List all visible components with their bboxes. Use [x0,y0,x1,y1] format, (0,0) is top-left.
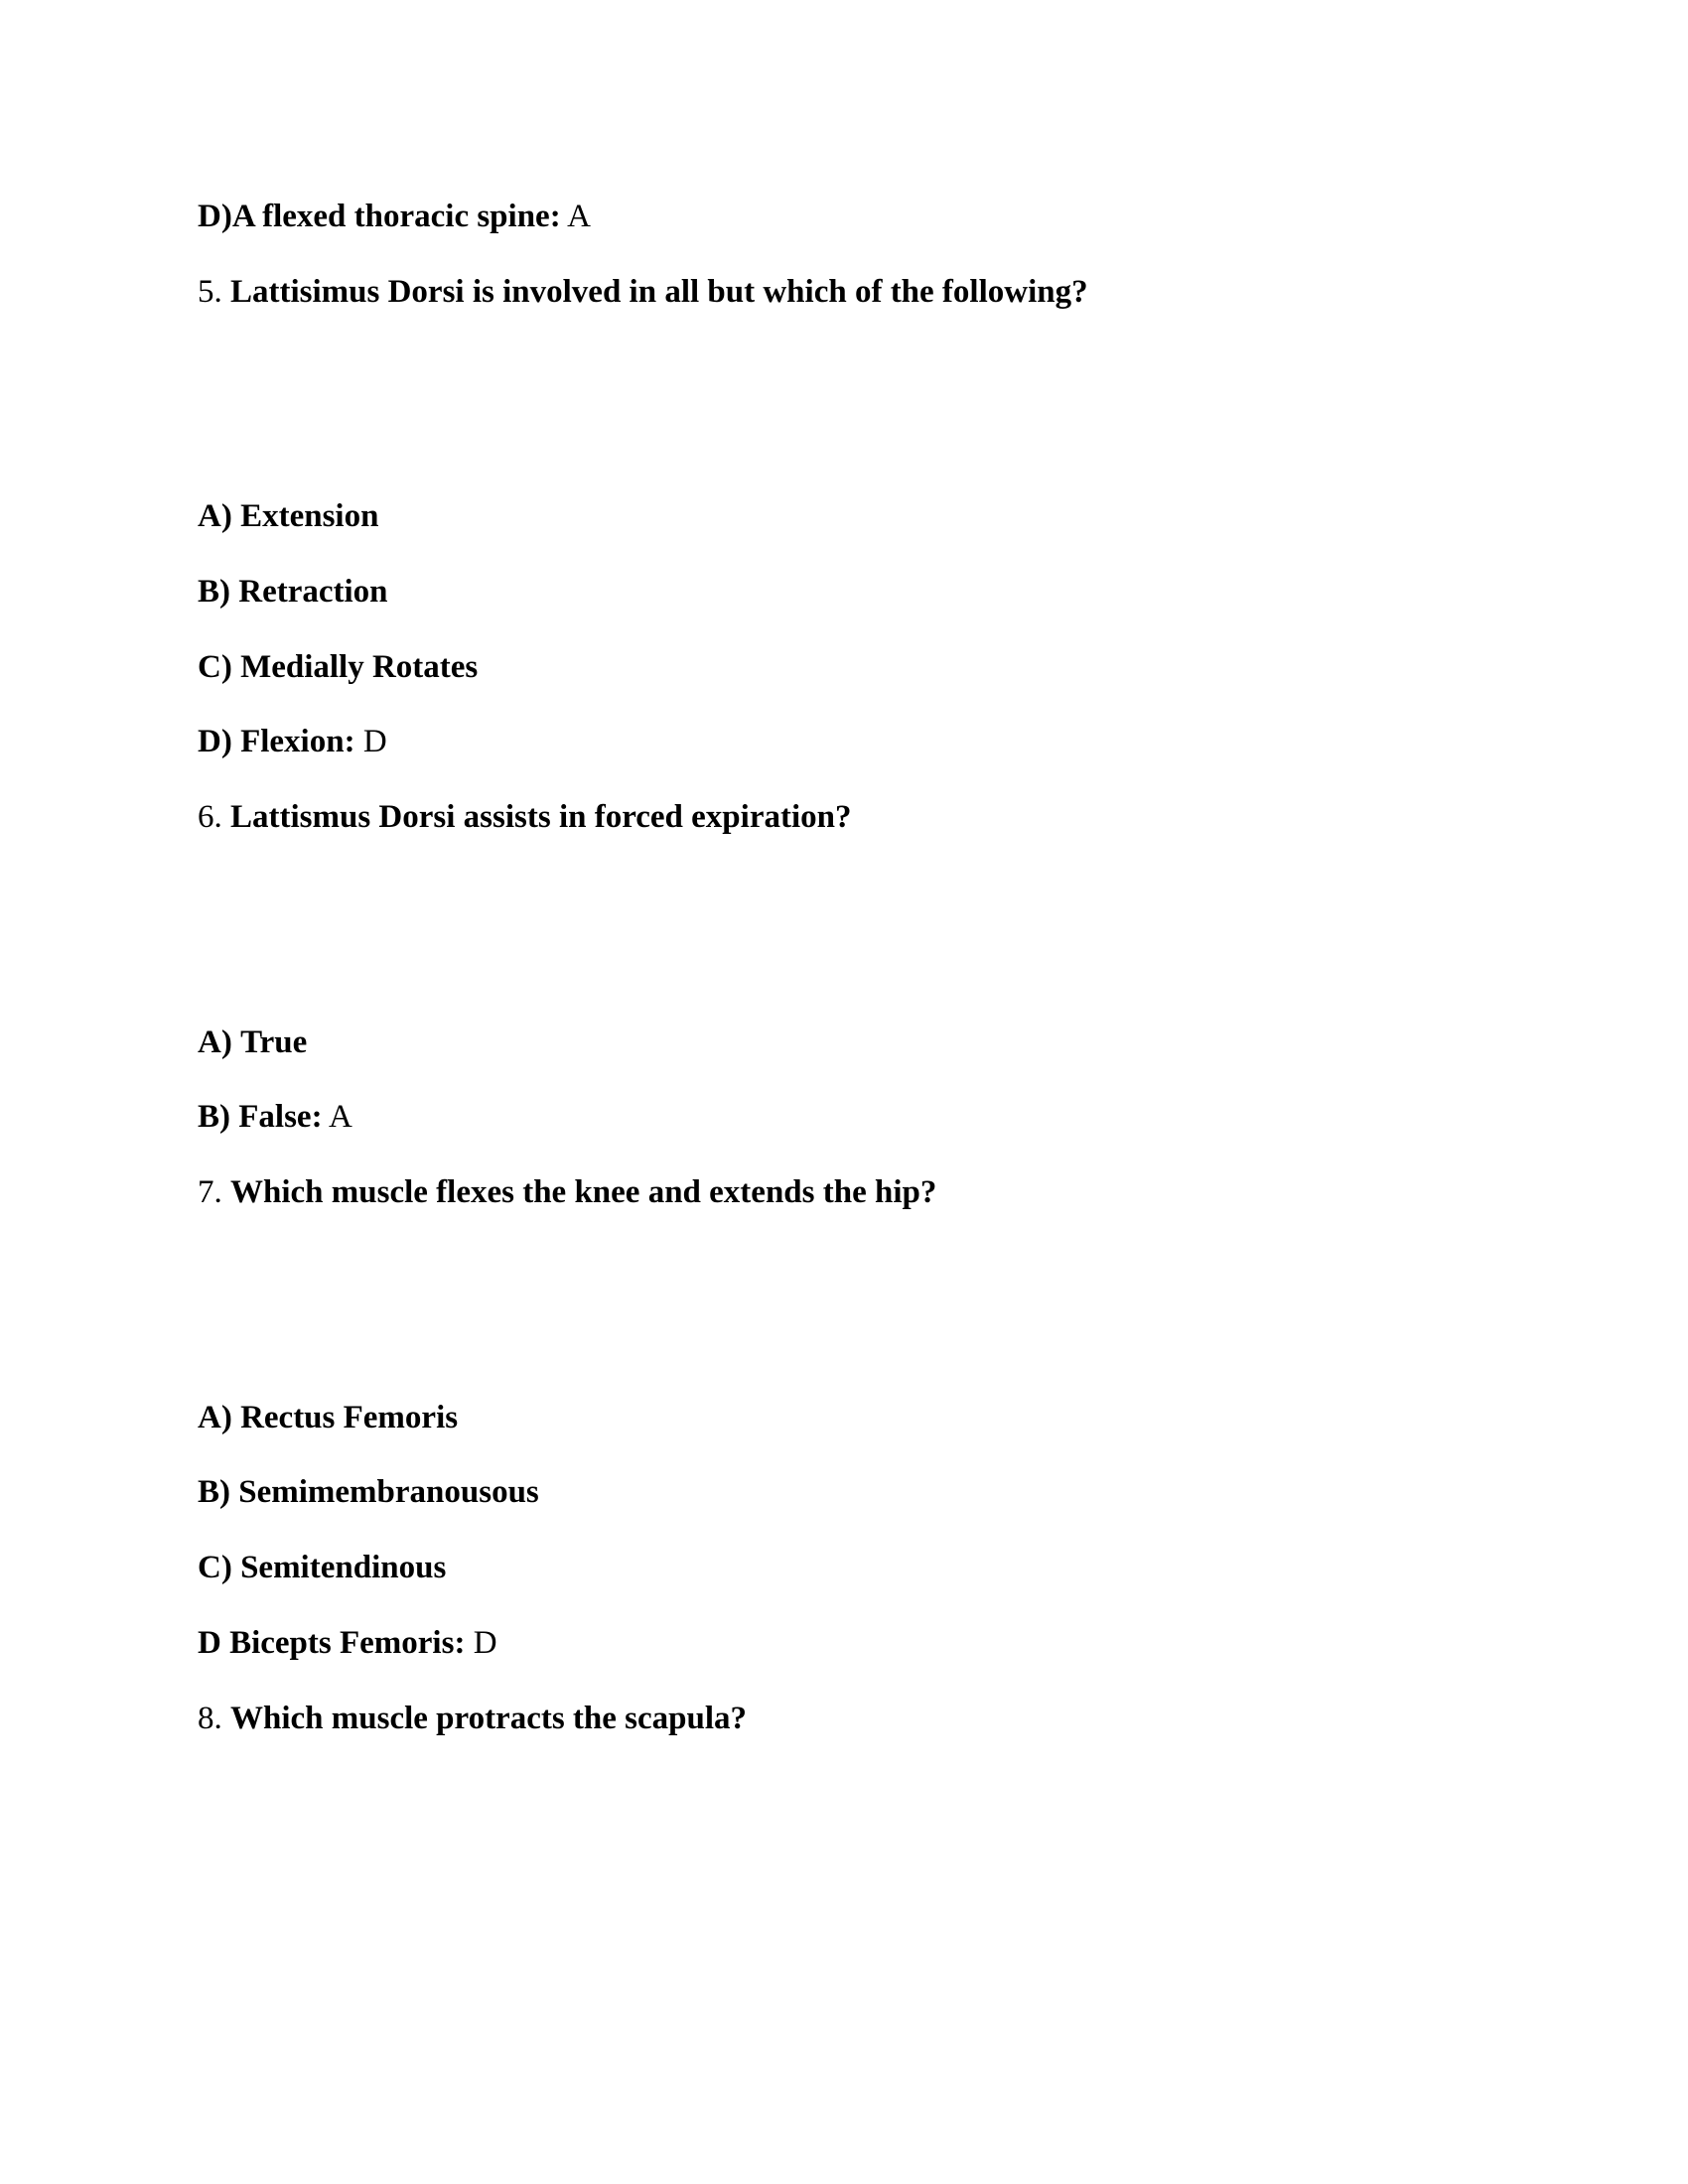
option-label: D Bicepts Femoris: [198,1625,466,1661]
answer-value: D [473,1625,497,1661]
option-label: B) False: [198,1099,323,1135]
q5-option-b: B) Retraction [198,574,388,610]
q5-option-c: C) Medially Rotates [198,649,479,685]
option-d-prev [198,197,591,236]
q6-option-b [198,1097,352,1137]
question-5 [198,272,1088,312]
question-number: 8. [198,1701,222,1736]
question-text: Lattisimus Dorsi is involved in all but which of the following? [230,274,1088,310]
q7-option-a: A) Rectus Femoris [198,1400,459,1435]
q7-option-b: B) Semimembranousous [198,1474,539,1510]
question-text: Which muscle flexes the knee and extends the hip? [230,1174,937,1210]
question-8 [198,1699,747,1738]
question-7 [198,1172,936,1212]
question-number: 6. [198,799,222,835]
q7-option-d [198,1623,497,1663]
question-number: 7. [198,1174,222,1210]
q5-option-a: A) Extension [198,498,379,534]
q7-option-c: C) Semitendinous [198,1550,447,1585]
question-6 [198,797,852,837]
q5-option-d [198,722,387,761]
answer-value: D [362,724,387,759]
option-label: D) Flexion: [198,724,355,759]
option-label: D)A flexed thoracic spine: [198,199,561,234]
answer-value: A [567,199,591,234]
question-text: Lattismus Dorsi assists in forced expiration? [230,799,852,835]
q6-option-a: A) True [198,1024,308,1060]
question-number: 5. [198,274,222,310]
question-text: Which muscle protracts the scapula? [230,1701,748,1736]
answer-value: A [329,1099,352,1135]
